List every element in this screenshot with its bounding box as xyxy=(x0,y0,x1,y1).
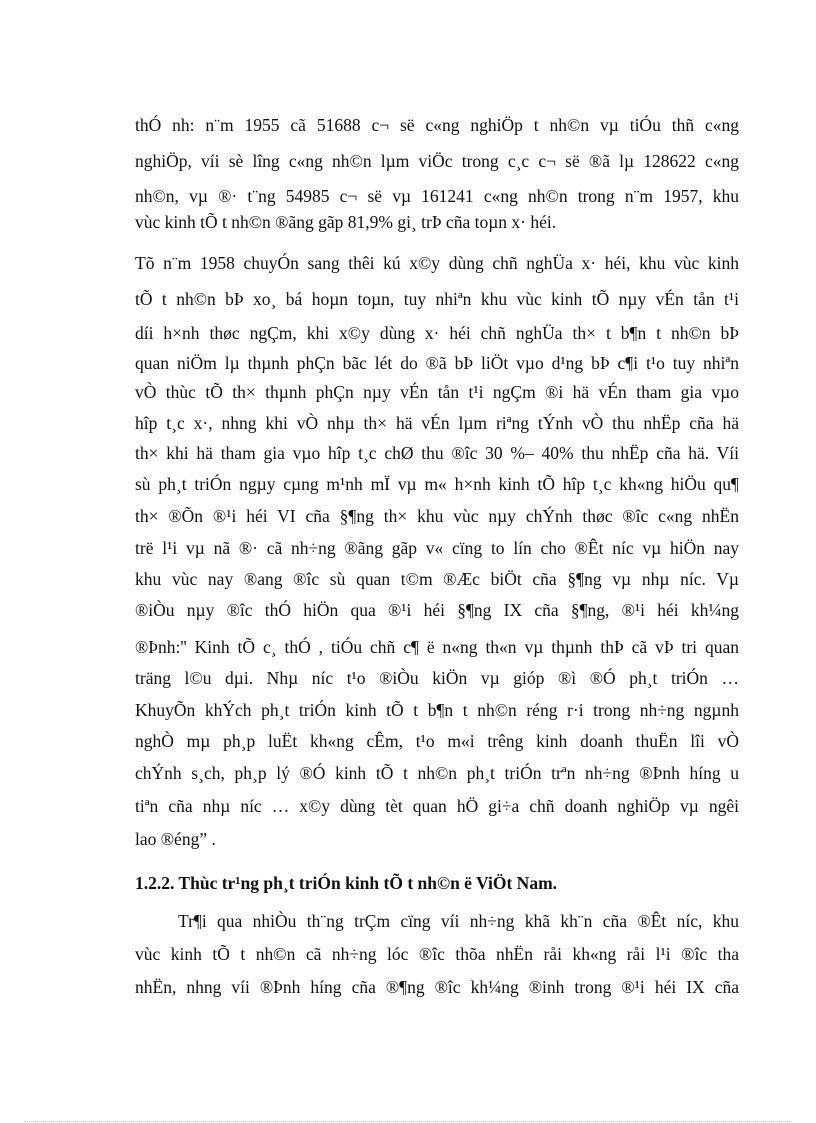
paragraph-2-line-8: sù ph¸t triÓn ngµy cµng m¹nh mÏ vµ m« h×nh kinh tÕ hîp t¸c kh«ng hiÖu qu¶ xyxy=(135,474,739,494)
paragraph-2-line-19: lao ®éng” . xyxy=(135,829,216,849)
paragraph-2-line-17: chÝnh s¸ch, ph¸p lý ®Ó kinh tÕ t nh©n ph¸t triÓn trªn nh÷ng ®Þnh híng u xyxy=(135,763,739,783)
page-bottom-border xyxy=(24,1121,792,1122)
paragraph-2-line-16: nghÒ mµ ph¸p luËt kh«ng cÊm, t¹o m«i trêng kinh doanh thuËn lîi vÒ xyxy=(135,731,739,751)
paragraph-1-line-1: thÓ nh: n¨m 1955 cã 51688 c¬ së c«ng nghiÖp t nh©n vµ tiÓu thñ c«ng xyxy=(135,115,739,135)
paragraph-3-line-3: nhËn, nhng víi ®Þnh híng cña ®¶ng ®îc kh¼ng ®inh trong ®¹i héi IX cña xyxy=(135,977,739,997)
paragraph-2-line-9: th× ®Õn ®¹i héi VI cña §¶ng th× khu vùc nµy chÝnh thøc ®îc c«ng nhËn xyxy=(135,506,739,526)
paragraph-2-line-3: díi h×nh thøc ngÇm, khi x©y dùng x· héi chñ nghÜa th× t b¶n t nh©n bÞ xyxy=(135,323,739,343)
paragraph-2-line-10: trë l¹i vµ nã ®· cã nh÷ng ®ãng gãp v« cïng to lín cho ®Êt níc vµ hiÖn nay xyxy=(135,538,739,558)
section-heading: 1.2.2. Thùc tr¹ng ph¸t triÓn kinh tÕ t nh©n ë ViÖt Nam. xyxy=(135,873,558,893)
paragraph-2-line-2: tÕ t nh©n bÞ xo¸ bá hoµn toµn, tuy nhiªn khu vùc kinh tÕ nµy vÉn tån t¹i xyxy=(135,289,739,309)
paragraph-2-line-18: tiªn cña nhµ níc … x©y dùng tèt quan hÖ gi÷a chñ doanh nghiÖp vµ ngêi xyxy=(135,796,739,816)
paragraph-2-line-5: vÒ thùc tÕ th× thµnh phÇn nµy vÉn tån t¹i ngÇm ®i hä vÉn tham gia vµo xyxy=(135,382,739,402)
paragraph-2-line-1: Tõ n¨m 1958 chuyÓn sang thêi kú x©y dùng chñ nghÜa x· héi, khu vùc kinh xyxy=(135,253,739,273)
paragraph-2-line-11: khu vùc nay ®ang ®îc sù quan t©m ®Æc biÖt cña §¶ng vµ nhµ níc. Vµ xyxy=(135,569,739,589)
paragraph-2-line-13: ®Þnh:'' Kinh tÕ c¸ thÓ , tiÓu chñ c¶ ë n«ng th«n vµ thµnh thÞ cã vÞ tri quan xyxy=(135,637,739,657)
paragraph-2-line-6: hîp t¸c x·, nhng khi vÒ nhµ th× hä vÉn lµm riªng tÝnh vÒ thu nhËp cña hä xyxy=(135,413,739,433)
paragraph-1-line-4: vùc kinh tÕ t nh©n ®ãng gãp 81,9% gi¸ trÞ cña toµn x· héi. xyxy=(135,212,557,232)
paragraph-1-line-3: nh©n, vµ ®· t¨ng 54985 c¬ së vµ 161241 c«ng nh©n trong n¨m 1957, khu xyxy=(135,186,739,206)
paragraph-2-line-12: ®iÒu nµy ®îc thÓ hiÖn qua ®¹i héi §¶ng IX cña §¶ng, ®¹i héi kh¼ng xyxy=(135,600,739,620)
paragraph-1-line-2: nghiÖp, víi sè lîng c«ng nh©n lµm viÖc trong c¸c c¬ së ®ã lµ 128622 c«ng xyxy=(135,151,739,171)
paragraph-2-line-14: träng l©u dµi. Nhµ níc t¹o ®iÒu kiÖn vµ gióp ®ì ®Ó ph¸t triÓn … xyxy=(135,668,739,688)
paragraph-2-line-7: th× khi hä tham gia vµo hîp t¸c chØ thu ®îc 30 %– 40% thu nhËp cña hä. Víi xyxy=(135,443,739,463)
paragraph-3-line-2: vùc kinh tÕ t nh©n cã nh÷ng lóc ®îc thõa nhËn råi kh«ng råi l¹i ®îc tha xyxy=(135,944,739,964)
paragraph-2-line-4: quan niÖm lµ thµnh phÇn bãc lét do ®ã bÞ liÖt vµo d¹ng bÞ c¶i t¹o tuy nhiªn xyxy=(135,353,739,373)
paragraph-2-line-15: KhuyÕn khÝch ph¸t triÓn kinh tÕ t b¶n t nh©n réng r·i trong nh÷ng ngµnh xyxy=(135,700,739,720)
paragraph-3-line-1: Tr¶i qua nhiÒu th¨ng trÇm cïng víi nh÷ng khã kh¨n cña ®Êt níc, khu xyxy=(178,911,739,931)
